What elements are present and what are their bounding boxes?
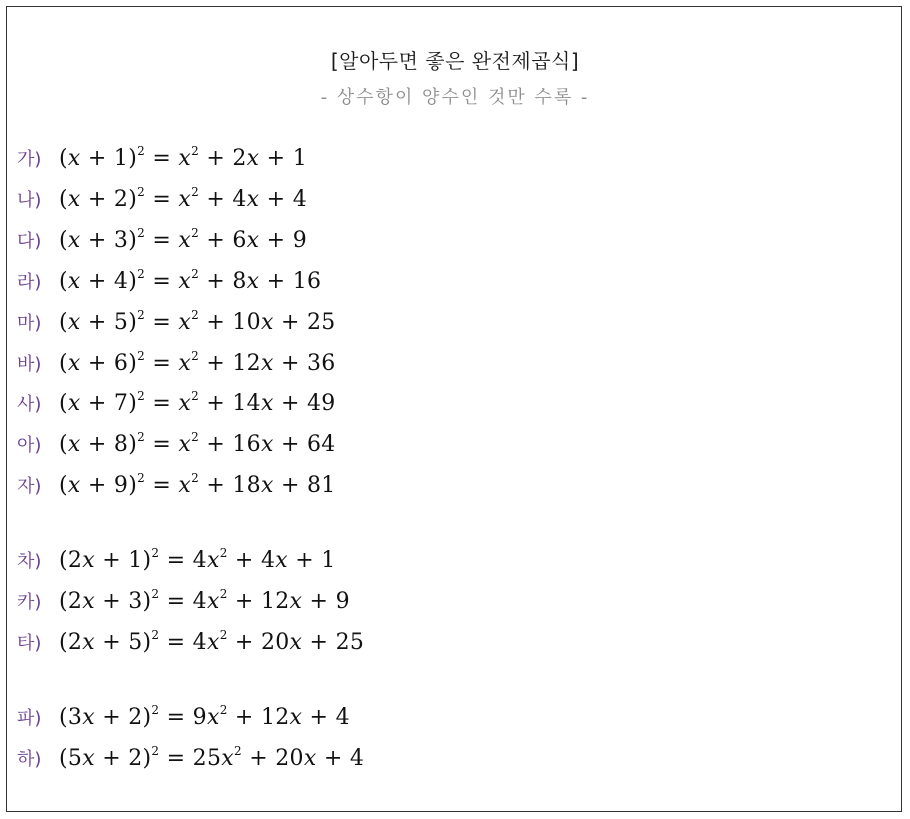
variable-x: x	[82, 588, 95, 614]
formula-equation: $(2x + 1)^2 = 4x^2 + 4x + 1$	[59, 545, 336, 573]
variable-x: x	[206, 629, 220, 655]
formula-equation: $(x + 4)^2 = x^2 + 8x + 16$	[59, 266, 322, 294]
formula-label: 다)	[17, 231, 42, 252]
formula-equation: $(x + 1)^2 = x^2 + 2x + 1$	[59, 143, 307, 171]
variable-x: x	[67, 186, 81, 212]
formula-row	[17, 429, 336, 459]
exponent: 2	[151, 545, 160, 560]
variable-x: x	[178, 431, 192, 457]
variable-x: x	[260, 472, 274, 498]
formula-label: 카)	[17, 592, 42, 613]
exponent: 2	[191, 429, 200, 444]
formula-label: 사)	[17, 394, 42, 415]
variable-x: x	[289, 629, 303, 655]
variable-x: x	[178, 472, 192, 498]
variable-x: x	[67, 390, 81, 416]
formula-row	[17, 184, 307, 214]
exponent: 2	[219, 702, 228, 717]
formula-row	[17, 470, 336, 500]
variable-x: x	[67, 145, 81, 171]
formula-label: 하)	[17, 749, 42, 770]
formula-equation: $(2x + 5)^2 = 4x^2 + 20x + 25$	[59, 627, 365, 655]
exponent: 2	[191, 143, 200, 158]
variable-x: x	[246, 145, 260, 171]
variable-x: x	[260, 431, 274, 457]
variable-x: x	[246, 268, 260, 294]
exponent: 2	[137, 143, 146, 158]
formula-row	[17, 545, 336, 575]
exponent: 2	[151, 743, 160, 758]
variable-x: x	[178, 350, 192, 376]
exponent: 2	[191, 266, 200, 281]
exponent: 2	[191, 348, 200, 363]
variable-x: x	[82, 704, 95, 730]
exponent: 2	[219, 627, 228, 642]
formula-label: 자)	[17, 476, 42, 497]
formula-row	[17, 743, 364, 773]
document-frame	[6, 6, 902, 812]
variable-x: x	[67, 309, 81, 335]
formula-row	[17, 143, 307, 173]
formula-label: 차)	[17, 551, 42, 572]
exponent: 2	[137, 266, 146, 281]
exponent: 2	[151, 702, 160, 717]
variable-x: x	[206, 588, 220, 614]
formula-row	[17, 225, 307, 255]
variable-x: x	[67, 472, 81, 498]
variable-x: x	[206, 547, 220, 573]
exponent: 2	[151, 586, 160, 601]
variable-x: x	[246, 186, 260, 212]
variable-x: x	[82, 547, 95, 573]
formula-equation: $(x + 2)^2 = x^2 + 4x + 4$	[59, 184, 307, 212]
formula-row	[17, 266, 321, 296]
formula-equation: $(x + 9)^2 = x^2 + 18x + 81$	[59, 470, 336, 498]
formula-equation: $(x + 5)^2 = x^2 + 10x + 25$	[59, 307, 336, 335]
variable-x: x	[260, 309, 274, 335]
variable-x: x	[67, 431, 81, 457]
formula-row	[17, 348, 336, 378]
exponent: 2	[137, 348, 146, 363]
exponent: 2	[137, 470, 146, 485]
exponent: 2	[191, 470, 200, 485]
formula-label: 타)	[17, 633, 42, 654]
page-title: [알아두면 좋은 완전제곱식]	[330, 49, 580, 73]
exponent: 2	[151, 627, 160, 642]
exponent: 2	[191, 225, 200, 240]
exponent: 2	[137, 184, 146, 199]
formula-equation: $(2x + 3)^2 = 4x^2 + 12x + 9$	[59, 586, 350, 614]
exponent: 2	[191, 388, 200, 403]
variable-x: x	[67, 350, 81, 376]
exponent: 2	[137, 307, 146, 322]
formula-row	[17, 388, 336, 418]
formula-equation: $(5x + 2)^2 = 25x^2 + 20x + 4$	[59, 743, 365, 771]
formula-row	[17, 586, 350, 616]
formula-equation: $(x + 7)^2 = x^2 + 14x + 49$	[59, 388, 336, 416]
formula-equation: $(x + 6)^2 = x^2 + 12x + 36$	[59, 348, 336, 376]
formula-label: 파)	[17, 708, 42, 729]
variable-x: x	[178, 309, 192, 335]
variable-x: x	[178, 227, 192, 253]
formula-label: 아)	[17, 435, 42, 456]
variable-x: x	[260, 350, 274, 376]
variable-x: x	[82, 629, 95, 655]
variable-x: x	[178, 268, 192, 294]
variable-x: x	[67, 268, 81, 294]
variable-x: x	[178, 390, 192, 416]
variable-x: x	[178, 145, 192, 171]
exponent: 2	[191, 184, 200, 199]
formula-row	[17, 627, 364, 657]
variable-x: x	[289, 704, 303, 730]
formula-label: 나)	[17, 190, 42, 211]
page-subtitle: - 상수항이 양수인 것만 수록 -	[320, 87, 590, 108]
exponent: 2	[233, 743, 242, 758]
variable-x: x	[246, 227, 260, 253]
exponent: 2	[219, 586, 228, 601]
formula-label: 마)	[17, 313, 42, 334]
exponent: 2	[219, 545, 228, 560]
variable-x: x	[178, 186, 192, 212]
variable-x: x	[275, 547, 288, 573]
formula-row	[17, 702, 350, 732]
formula-label: 라)	[17, 272, 42, 293]
variable-x: x	[82, 745, 95, 771]
formula-equation: $(x + 8)^2 = x^2 + 16x + 64$	[59, 429, 336, 457]
formula-equation: $(x + 3)^2 = x^2 + 6x + 9$	[59, 225, 307, 253]
exponent: 2	[137, 225, 146, 240]
variable-x: x	[67, 227, 81, 253]
exponent: 2	[137, 388, 146, 403]
formula-label: 가)	[17, 149, 42, 170]
formula-row	[17, 307, 336, 337]
variable-x: x	[260, 390, 274, 416]
formula-label: 바)	[17, 354, 42, 375]
formula-equation: $(3x + 2)^2 = 9x^2 + 12x + 4$	[59, 702, 350, 730]
variable-x: x	[289, 588, 303, 614]
variable-x: x	[221, 745, 234, 771]
variable-x: x	[303, 745, 317, 771]
exponent: 2	[137, 429, 146, 444]
variable-x: x	[206, 704, 220, 730]
exponent: 2	[191, 307, 200, 322]
